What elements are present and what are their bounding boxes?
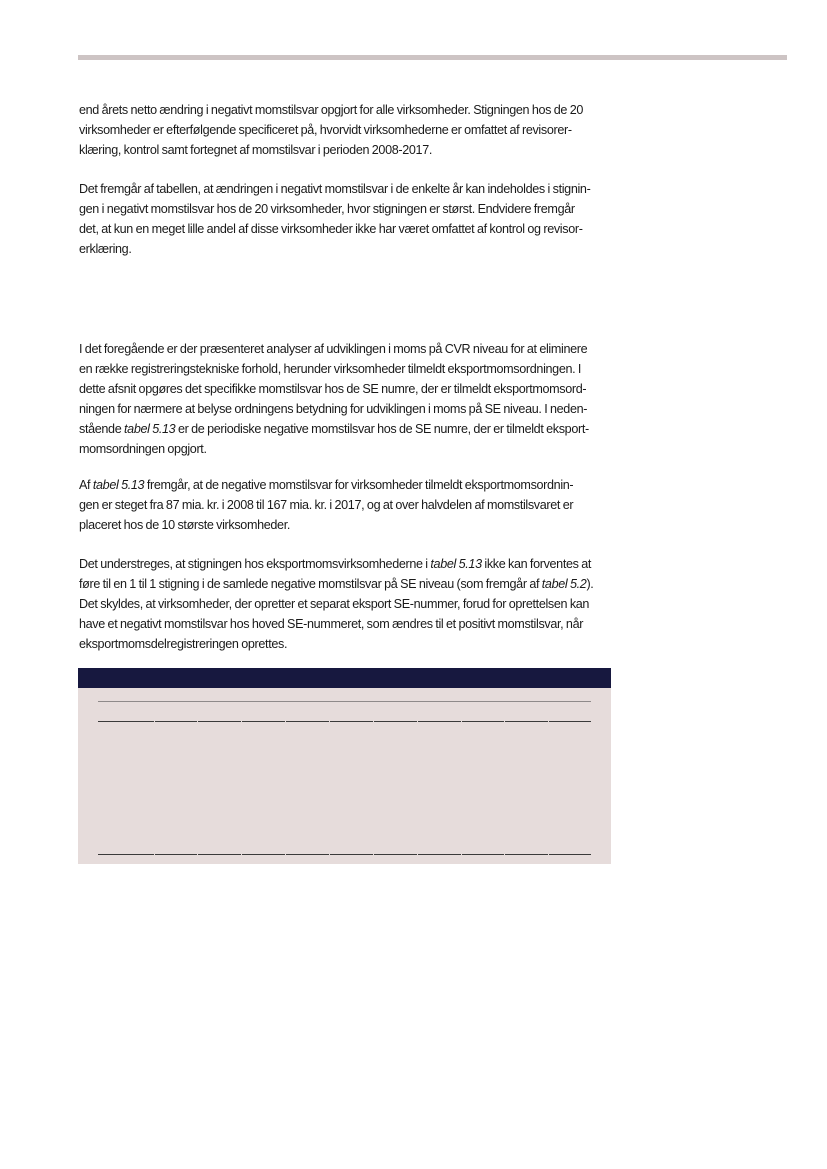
column-separator <box>154 854 155 855</box>
paragraph-net-change <box>79 100 619 160</box>
column-separator <box>548 854 549 855</box>
text-segment: ). <box>586 577 594 591</box>
header-rule <box>78 55 787 60</box>
column-separator <box>197 854 198 855</box>
paragraph-table-5-13-summary <box>79 475 619 535</box>
text-segment: føre til en 1 til 1 stigning i de samlede negative momstilsvar på SE niveau (som fremgår af <box>79 577 542 591</box>
text-line: gen er steget fra 87 mia. kr. i 2008 til 167 mia. kr. i 2017, og at over halvdelen af momstilsvaret er <box>79 498 574 512</box>
column-separator <box>417 721 418 722</box>
text-line: end årets netto ændring i negativt momstilsvar opgjort for alle virksomheder. Stigningen hos de 20 <box>79 103 584 117</box>
text-segment: ikke kan forventes at <box>481 557 592 571</box>
text-line: ningen for nærmere at belyse ordningens betydning for udviklingen i moms på SE niveau. I neden- <box>79 402 588 416</box>
table-reference: tabel 5.13 <box>430 557 482 571</box>
text-line: dette afsnit opgøres det specifikke momstilsvar hos de SE numre, der er tilmeldt eksportmomsord- <box>79 382 587 396</box>
text-segment: Af <box>79 478 93 492</box>
column-separator <box>329 721 330 722</box>
text-line: I det foregående er der præsenteret analyser af udviklingen i moms på CVR niveau for at eliminere <box>79 342 588 356</box>
table-5-13-container <box>78 668 611 868</box>
column-separator <box>154 721 155 722</box>
table-top-rule <box>98 701 591 702</box>
text-line <box>79 574 619 594</box>
column-separator <box>461 854 462 855</box>
column-separator <box>329 854 330 855</box>
text-line: have et negativt momstilsvar hos hoved SE-nummeret, som ændres til et positivt momstilsvar, når <box>79 617 584 631</box>
column-separator <box>417 854 418 855</box>
text-line: erklæring. <box>79 242 132 256</box>
paragraph-export-scheme-intro <box>79 339 619 459</box>
column-separator <box>373 854 374 855</box>
text-line: Det skyldes, at virksomheder, der opretter et separat eksport SE-nummer, forud for oprettelsen kan <box>79 597 590 611</box>
text-line: klæring, kontrol samt fortegnet af momstilsvar i perioden 2008-2017. <box>79 143 432 157</box>
text-segment: stående <box>79 422 125 436</box>
text-line: det, at kun en meget lille andel af disse virksomheder ikke har været omfattet af kontrol og revisor- <box>79 222 583 236</box>
table-body <box>78 688 611 864</box>
text-line: placeret hos de 10 største virksomheder. <box>79 518 290 532</box>
column-separator <box>285 854 286 855</box>
column-separator <box>504 854 505 855</box>
column-separator <box>197 721 198 722</box>
table-reference: tabel 5.13 <box>124 422 176 436</box>
text-segment: er de periodiske negative momstilsvar hos de SE numre, der er tilmeldt eksport- <box>175 422 589 436</box>
column-separator <box>373 721 374 722</box>
text-line: momsordningen opgjort. <box>79 442 207 456</box>
text-line: eksportmomsdelregistreringen oprettes. <box>79 637 288 651</box>
column-separator <box>548 721 549 722</box>
text-line <box>79 475 619 495</box>
table-reference: tabel 5.2 <box>541 577 587 591</box>
text-line <box>79 554 619 574</box>
table-header-rule <box>98 721 591 722</box>
text-segment: Det understreges, at stigningen hos eksportmomsvirksomhederne i <box>79 557 431 571</box>
text-line: Det fremgår af tabellen, at ændringen i negativt momstilsvar i de enkelte år kan indeholdes i stignin- <box>79 182 591 196</box>
column-separator <box>504 721 505 722</box>
table-footer-rule <box>98 854 591 855</box>
column-separator <box>241 721 242 722</box>
column-separator <box>241 854 242 855</box>
text-line: en række registreringstekniske forhold, herunder virksomheder tilmeldt eksportmomsordningen. I <box>79 362 582 376</box>
table-header-band <box>78 668 611 688</box>
text-line: virksomheder er efterfølgende specificeret på, hvorvidt virksomhederne er omfattet af revisorer- <box>79 123 572 137</box>
text-line <box>79 419 619 439</box>
column-separator <box>461 721 462 722</box>
paragraph-caveat <box>79 554 619 654</box>
table-reference: tabel 5.13 <box>92 478 145 492</box>
column-separator <box>285 721 286 722</box>
paragraph-table-findings <box>79 179 619 259</box>
text-segment: fremgår, at de negative momstilsvar for virksomheder tilmeldt eksportmomsordnin- <box>144 478 574 492</box>
text-line: gen i negativt momstilsvar hos de 20 virksomheder, hvor stigningen er størst. Endvidere fremgår <box>79 202 575 216</box>
